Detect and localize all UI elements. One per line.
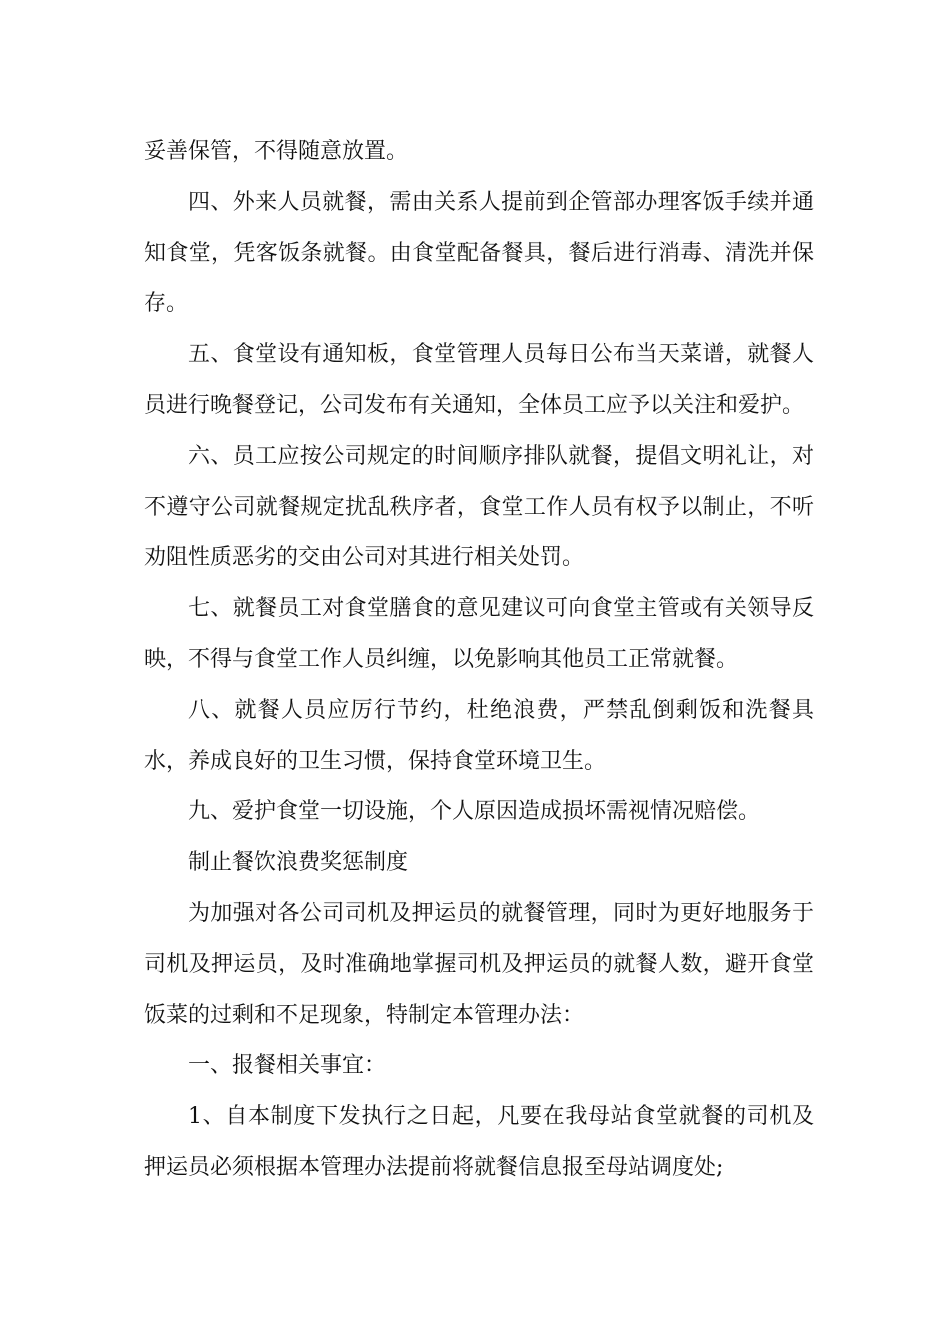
paragraph-item-7: 七、就餐员工对食堂膳食的意见建议可向食堂主管或有关领导反映，不得与食堂工作人员纠缠，以免影响其他员工正常就餐。 <box>144 596 814 672</box>
section-title: 制止餐饮浪费奖惩制度 <box>188 850 409 876</box>
paragraph-heading-1: 一、报餐相关事宜： <box>188 1053 387 1079</box>
paragraph-item-9: 九、爱护食堂一切设施，个人原因造成损坏需视情况赔偿。 <box>188 799 761 825</box>
paragraph-item-8: 八、就餐人员应厉行节约，杜绝浪费，严禁乱倒剩饭和洗餐具水，养成良好的卫生习惯，保持食堂环境卫生。 <box>144 697 814 774</box>
document-body <box>144 127 814 1194</box>
paragraph-item-4: 四、外来人员就餐，需由关系人提前到企管部办理客饭手续并通知食堂，凭客饭条就餐。由食堂配备餐具，餐后进行消毒、清洗并保存。 <box>144 189 814 317</box>
paragraph-item-5: 五、食堂设有通知板，食堂管理人员每日公布当天菜谱，就餐人员进行晚餐登记，公司发布有关通知，全体员工应予以关注和爱护。 <box>144 342 814 418</box>
paragraph-subitem-1: 1、自本制度下发执行之日起，凡要在我母站食堂就餐的司机及押运员必须根据本管理办法提前将就餐信息报至母站调度处; <box>144 1104 814 1180</box>
paragraph-item-6: 六、员工应按公司规定的时间顺序排队就餐，提倡文明礼让，对不遵守公司就餐规定扰乱秩序者，食堂工作人员有权予以制止，不听劝阻性质恶劣的交由公司对其进行相关处罚。 <box>144 443 814 571</box>
paragraph-intro: 为加强对各公司司机及押运员的就餐管理，同时为更好地服务于司机及押运员，及时准确地掌握司机及押运员的就餐人数，避开食堂饭菜的过剩和不足现象，特制定本管理办法： <box>144 900 814 1028</box>
paragraph-continuation: 妥善保管，不得随意放置。 <box>144 139 409 164</box>
